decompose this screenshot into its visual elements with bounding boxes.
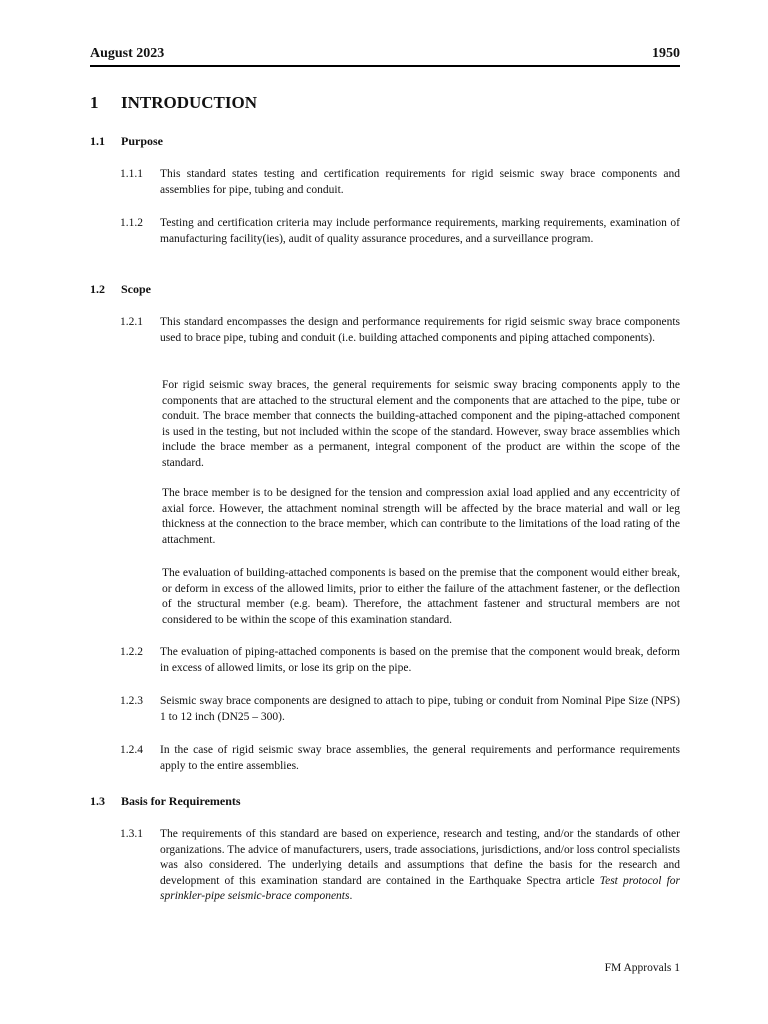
- paragraph-1-2-1-continued-c: The evaluation of building-attached components is based on the premise that the component would either break, or deform in excess of the allowed limits, prior to either the failure of the attachment fastener, or the deflection of the structural member (e.g. beam). Therefore, the attachment fastener and structural members are not considered to be within the scope of this examination standard.: [162, 567, 680, 626]
- paragraph-1-2-2: [120, 645, 680, 676]
- paragraph-1-2-1-continued-b: The brace member is to be designed for the tension and compression axial load applied and any eccentricity of axial force. However, the attachment nominal strength will be affected by the brace material and wall or leg thickness at the connection to the brace member, which can contribute to the limitations of the load rating of the attachment.: [162, 487, 680, 546]
- paragraph-number: 1.1.1: [120, 168, 143, 180]
- subsection-heading-purpose: [90, 134, 163, 149]
- paragraph-number: 1.2.1: [120, 316, 143, 328]
- paragraph-text-end: .: [349, 890, 353, 902]
- subsection-heading-scope: [90, 282, 151, 297]
- paragraph-1-2-1-continued-a: For rigid seismic sway braces, the general requirements for seismic sway bracing components apply to the components that are attached to the structural element and the components that are attached to the pipe, tube or conduit. The brace member that connects the building-attached component and the piping-attached component is used in the testing, but not included within the scope of the standard. However, sway brace assemblies which include the brace member as a permanent, integral component of the product are within the scope of the standard.: [162, 379, 680, 469]
- paragraph-text: This standard encompasses the design and performance requirements for rigid seismic sway brace components used to brace pipe, tubing and conduit (i.e. building attached components and piping attached components).: [160, 316, 680, 344]
- paragraph-text: Testing and certification criteria may include performance requirements, marking requirements, examination of manufacturing facility(ies), audit of quality assurance procedures, and a surveillance program.: [160, 217, 680, 245]
- paragraph-1-3-1: [120, 827, 680, 905]
- header-rule: [90, 65, 680, 67]
- subsection-title: Basis for Requirements: [121, 794, 241, 808]
- page-header: [90, 46, 680, 66]
- paragraph-1-1-1: [120, 167, 680, 198]
- subsection-title: Scope: [121, 282, 151, 296]
- paragraph-1-2-1: [120, 315, 680, 346]
- article-citation: Test protocol for sprinkler-pipe seismic-brace components: [160, 874, 681, 902]
- document-page: [90, 0, 680, 1024]
- section-title: INTRODUCTION: [121, 93, 258, 112]
- paragraph-1-2-4: [120, 743, 680, 774]
- header-standard-number: 1950: [652, 46, 680, 61]
- paragraph-1-2-3: [120, 694, 680, 725]
- paragraph-text: [160, 827, 680, 905]
- section-number: 1: [90, 93, 99, 112]
- paragraph-number: 1.2.2: [120, 646, 143, 658]
- paragraph-text: In the case of rigid seismic sway brace assemblies, the general requirements and performance requirements apply to the entire assemblies.: [160, 744, 680, 772]
- subsection-heading-basis: [90, 794, 241, 809]
- paragraph-text-body: The requirements of this standard are based on experience, research and testing, and/or the standards of other organizations. The advice of manufacturers, users, trade associations, jurisdictions, and/or loss control specialists was also considered. The underlying details and assumptions that define the basis for the research and development of this examination standard are contained in the Earthquake Spectra article: [160, 828, 680, 887]
- subsection-number: 1.3: [90, 794, 105, 808]
- subsection-number: 1.1: [90, 134, 105, 148]
- paragraph-text: The evaluation of piping-attached components is based on the premise that the component would break, deform in excess of allowed limits, or lose its grip on the pipe.: [160, 646, 680, 674]
- section-heading: [90, 93, 257, 113]
- paragraph-1-1-2: [120, 216, 680, 247]
- page-footer: FM Approvals 1: [604, 962, 680, 974]
- paragraph-number: 1.2.3: [120, 695, 143, 707]
- subsection-title: Purpose: [121, 134, 163, 148]
- subsection-number: 1.2: [90, 282, 105, 296]
- paragraph-text: Seismic sway brace components are designed to attach to pipe, tubing or conduit from Nominal Pipe Size (NPS) 1 to 12 inch (DN25 – 300).: [160, 695, 680, 723]
- header-date: August 2023: [90, 46, 165, 61]
- paragraph-number: 1.2.4: [120, 744, 143, 756]
- paragraph-text: This standard states testing and certification requirements for rigid seismic sway brace components and assemblies for pipe, tubing and conduit.: [160, 168, 680, 196]
- paragraph-number: 1.1.2: [120, 217, 143, 229]
- paragraph-number: 1.3.1: [120, 828, 143, 840]
